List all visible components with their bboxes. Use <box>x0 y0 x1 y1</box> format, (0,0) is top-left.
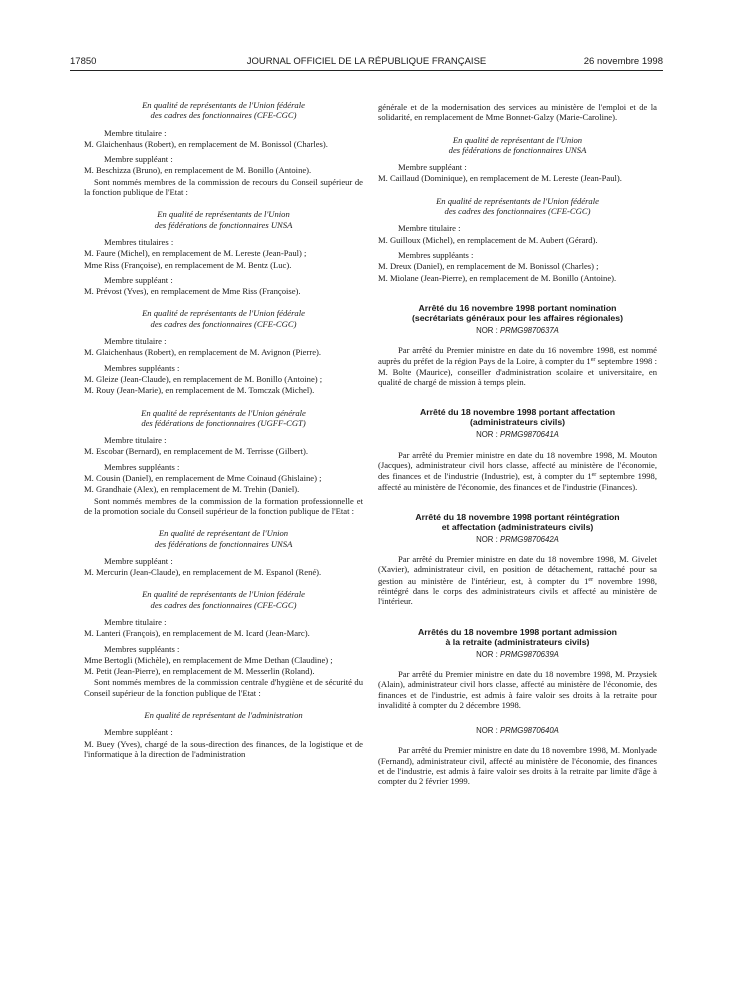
nor-reference: NOR : PRMG9870642A <box>476 534 559 544</box>
member-entry: M. Beschizza (Bruno), en remplacement de M. Bonillo (Antoine). <box>84 165 312 176</box>
role-label: Membre suppléant : <box>104 154 173 165</box>
role-label: Membre suppléant : <box>104 274 173 285</box>
section-heading: En qualité de représentants de l'Union fédérale des cadres des fonctionnaires (CFE-CGC) <box>142 100 305 121</box>
commission-note: Sont nommés membres de la commission centrale d'hygiène et de sécurité du Conseil supérieur de la fonction publique de l'Etat : <box>84 677 363 698</box>
nor-reference: NOR : PRMG9870640A <box>476 726 559 736</box>
role-label: Membre suppléant : <box>104 555 173 566</box>
decree-title: Arrêté du 16 novembre 1998 portant nomination (secrétariats généraux pour les affaires régionales) <box>411 302 623 323</box>
member-entry: M. Dreux (Daniel), en remplacement de M. Bonissol (Charles) ; <box>378 261 599 272</box>
role-label: Membre titulaire : <box>104 435 167 446</box>
member-entry: M. Cousin (Daniel), en remplacement de Mme Coinaud (Ghislaine) ; <box>84 473 322 484</box>
role-label: Membres suppléants : <box>104 461 180 472</box>
decree-body: Par arrêté du Premier ministre en date du 18 novembre 1998, M. Przysiek (Alain), administrateur civil hors classe, affecté au ministère de l'économie, des finances et de l'industrie, est admis à faire valoir ses droits à la retraite pour invalidité à compter du 2 décembre 1998. <box>378 668 657 710</box>
decree-body: Par arrêté du Premier ministre en date du 18 novembre 1998, M. Monlyade (Fernand), administrateur civil, affecté au ministère de l'économie, des finances et de l'industrie, est admis à faire valoir ses droits à la retraite par limite d'âge à compter du 2 février 1999. <box>378 745 657 787</box>
member-entry: M. Lanteri (François), en remplacement de M. Icard (Jean-Marc). <box>84 628 310 639</box>
member-entry: M. Mercurin (Jean-Claude), en remplacement de M. Espanol (René). <box>84 567 322 578</box>
member-entry: M. Rouy (Jean-Marie), en remplacement de M. Tomczak (Michel). <box>84 385 315 396</box>
role-label: Membre suppléant : <box>398 162 467 173</box>
journal-title: JOURNAL OFFICIEL DE LA RÉPUBLIQUE FRANÇAISE <box>246 56 487 67</box>
section-heading: En qualité de représentant de l'administration <box>144 710 303 721</box>
decree-title: Arrêté du 18 novembre 1998 portant réintégration et affectation (administrateurs civils) <box>415 511 620 532</box>
role-label: Membres titulaires : <box>104 236 174 247</box>
commission-note: Sont nommés membres de la commission de la formation professionnelle et de la promotion sociale du Conseil supérieur de la fonction publique de l'Etat : <box>84 495 363 516</box>
decree-body: Par arrêté du Premier ministre en date du 18 novembre 1998, M. Givelet (Xavier), administrateur civil, en position de détachement, rattaché pour sa gestion au ministère de l'intérieur, est, à compter du 1er novembre 1998, réintégré dans le corps des administrateurs civils et affecté au ministère de l'intérieur. <box>378 554 657 607</box>
member-entry: Mme Riss (Françoise), en remplacement de M. Bentz (Luc). <box>84 259 292 270</box>
role-label: Membres suppléants : <box>104 643 180 654</box>
section-heading: En qualité de représentants de l'Union fédérale des cadres des fonctionnaires (CFE-CGC) <box>436 195 599 217</box>
member-entry: M. Prévost (Yves), en remplacement de Mme Riss (Françoise). <box>84 286 301 297</box>
nor-reference: NOR : PRMG9870641A <box>476 430 559 440</box>
role-label: Membre titulaire : <box>104 616 167 627</box>
role-label: Membres suppléants : <box>104 362 180 373</box>
member-entry: M. Glaichenhaus (Robert), en remplacement de M. Avignon (Pierre). <box>84 347 322 358</box>
member-entry-continued: générale et de la modernisation des services au ministère de l'emploi et de la solidarité, en remplacement de Mme Bonnet-Galzy (Marie-Caroline). <box>378 102 657 123</box>
member-entry: M. Guilloux (Michel), en remplacement de M. Aubert (Gérard). <box>378 234 598 245</box>
left-column <box>84 100 363 759</box>
role-label: Membre titulaire : <box>398 223 461 234</box>
role-label: Membre suppléant : <box>104 727 173 738</box>
header-rule <box>70 70 663 71</box>
right-column <box>378 101 657 787</box>
section-heading: En qualité de représentants de l'Union fédérale des cadres des fonctionnaires (CFE-CGC) <box>142 589 305 610</box>
member-entry: M. Miolane (Jean-Pierre), en remplacement de M. Bonillo (Antoine). <box>378 272 617 283</box>
section-heading: En qualité de représentants de l'Union des fédérations de fonctionnaires UNSA <box>154 209 293 230</box>
member-entry: M. Gleize (Jean-Claude), en remplacement de M. Bonillo (Antoine) ; <box>84 373 323 384</box>
member-entry: M. Buey (Yves), chargé de la sous-direction des finances, de la logistique et de l'informatique à la direction de l'administration <box>84 738 363 759</box>
decree-body: Par arrêté du Premier ministre en date du 18 novembre 1998, M. Mouton (Jacques), administrateur civil hors classe, affecté au ministère de l'économie, des finances et de l'industrie (Industrie), est, à compter du 1er septembre 1998, affecté au ministère de l'économie, des finances et de l'industrie (Finances). <box>378 449 657 492</box>
role-label: Membre titulaire : <box>104 127 167 138</box>
member-entry: M. Glaichenhaus (Robert), en remplacement de M. Bonissol (Charles). <box>84 138 328 149</box>
section-heading: En qualité de représentants de l'Union fédérale des cadres des fonctionnaires (CFE-CGC) <box>142 308 305 329</box>
role-label: Membre titulaire : <box>104 336 167 347</box>
member-entry: M. Grandhaie (Alex), en remplacement de M. Trehin (Daniel). <box>84 484 300 495</box>
decree-title: Arrêtés du 18 novembre 1998 portant admission à la retraite (administrateurs civils) <box>418 626 617 647</box>
commission-note: Sont nommés membres de la commission de recours du Conseil supérieur de la fonction publique de l'Etat : <box>84 176 363 198</box>
decree-title: Arrêté du 18 novembre 1998 portant affectation (administrateurs civils) <box>419 407 616 428</box>
section-heading: En qualité de représentants de l'Union générale des fédérations de fonctionnaires (UGFF-CGT) <box>141 407 306 428</box>
page-header <box>70 56 663 70</box>
member-entry: M. Caillaud (Dominique), en remplacement de M. Lereste (Jean-Paul). <box>378 173 622 184</box>
member-entry: Mme Bertogli (Michèle), en remplacement de Mme Dethan (Claudine) ; <box>84 654 333 665</box>
role-label: Membres suppléants : <box>398 249 474 260</box>
nor-reference: NOR : PRMG9870637A <box>476 325 559 335</box>
nor-reference: NOR : PRMG9870639A <box>476 649 559 659</box>
section-heading: En qualité de représentant de l'Union des fédérations de fonctionnaires UNSA <box>154 528 293 549</box>
page-number: 17850 <box>70 56 97 67</box>
decree-body: Par arrêté du Premier ministre en date du 16 novembre 1998, est nommé auprès du préfet de la région Pays de la Loire, à compter du 1er septembre 1998 : M. Bolte (Maurice), conseiller d'administration scolaire et universitaire, en qualité de chargé de mission à temps plein. <box>378 345 657 388</box>
issue-date: 26 novembre 1998 <box>583 56 663 67</box>
member-entry: M. Faure (Michel), en remplacement de M. Lereste (Jean-Paul) ; <box>84 248 307 259</box>
section-heading: En qualité de représentant de l'Union des fédérations de fonctionnaires UNSA <box>448 134 587 155</box>
member-entry: M. Petit (Jean-Pierre), en remplacement de M. Messerlin (Roland). <box>84 666 315 677</box>
member-entry: M. Escobar (Bernard), en remplacement de M. Terrisse (Gilbert). <box>84 446 309 457</box>
